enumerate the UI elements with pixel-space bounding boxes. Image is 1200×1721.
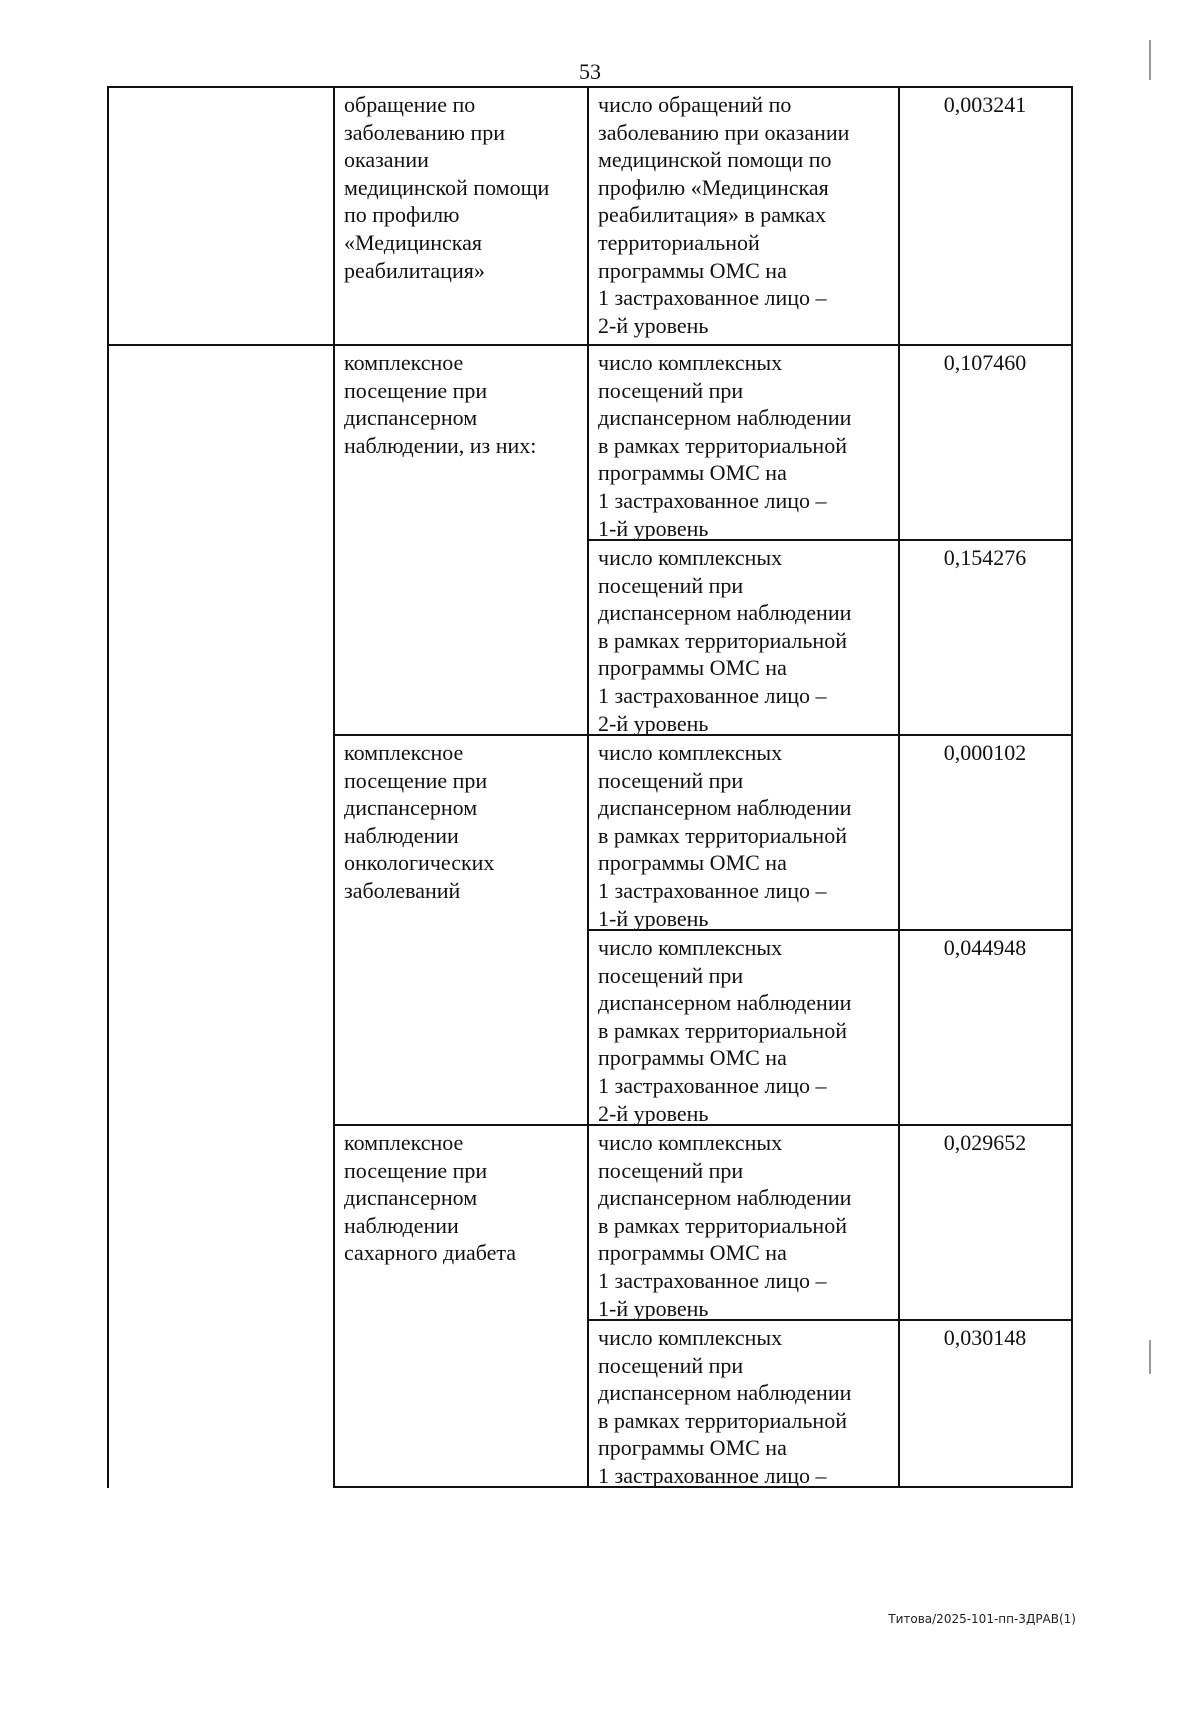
table-cell-value: 0,044948 xyxy=(943,935,1027,960)
column-divider xyxy=(587,86,589,1488)
table-cell-measure: число комплексных посещений при диспансерном наблюдении в рамках территориальной программы ОМС на 1 застрахованное лицо – xyxy=(598,1325,852,1488)
page-number: 53 xyxy=(579,59,601,84)
table-cell-measure: число комплексных посещений при диспансерном наблюдении в рамках территориальной программы ОМС на 1 застрахованное лицо – 1-й уровень xyxy=(598,1130,852,1321)
table-cell-measure: число комплексных посещений при диспансерном наблюдении в рамках территориальной программы ОМС на 1 застрахованное лицо – 2-й уровень xyxy=(598,545,852,736)
column-divider xyxy=(333,86,335,1488)
table-cell-measure: число комплексных посещений при диспансерном наблюдении в рамках территориальной программы ОМС на 1 застрахованное лицо – 2-й уровень xyxy=(598,935,852,1126)
table-cell-measure: число комплексных посещений при диспансерном наблюдении в рамках территориальной программы ОМС на 1 застрахованное лицо – 1-й уровень xyxy=(598,350,852,541)
table-border-top xyxy=(107,86,1073,88)
table-cell-value: 0,030148 xyxy=(943,1325,1027,1350)
scan-mark xyxy=(1149,1340,1151,1374)
table-cell-category: комплексное посещение при диспансерном наблюдении онкологических заболеваний xyxy=(344,740,495,903)
table-cell-category: комплексное посещение при диспансерном наблюдении сахарного диабета xyxy=(344,1130,517,1266)
table-border-right xyxy=(1071,86,1073,1488)
table-cell-category: обращение по заболеванию при оказании медицинской помощи по профилю «Медицинская реабилитация» xyxy=(344,92,550,283)
table-cell-value: 0,003241 xyxy=(943,92,1027,117)
row-divider xyxy=(107,344,1073,346)
table-cell-value: 0,107460 xyxy=(943,350,1027,375)
table-border-left xyxy=(107,86,109,1488)
scan-mark xyxy=(1149,40,1151,80)
table-cell-value: 0,000102 xyxy=(943,740,1027,765)
footer-document-code: Титова/2025-101-пп-3ДРАВ(1) xyxy=(888,1612,1076,1626)
table-cell-measure: число комплексных посещений при диспансерном наблюдении в рамках территориальной программы ОМС на 1 застрахованное лицо – 1-й уровень xyxy=(598,740,852,931)
table-cell-value: 0,029652 xyxy=(943,1130,1027,1155)
table-cell-value: 0,154276 xyxy=(943,545,1027,570)
table-cell-category: комплексное посещение при диспансерном наблюдении, из них: xyxy=(344,350,537,458)
table-cell-measure: число обращений по заболеванию при оказании медицинской помощи по профилю «Медицинская реабилитация» в рамках территориальной программы ОМС на 1 застрахованное лицо – 2-й уровень xyxy=(598,92,850,338)
column-divider xyxy=(898,86,900,1488)
